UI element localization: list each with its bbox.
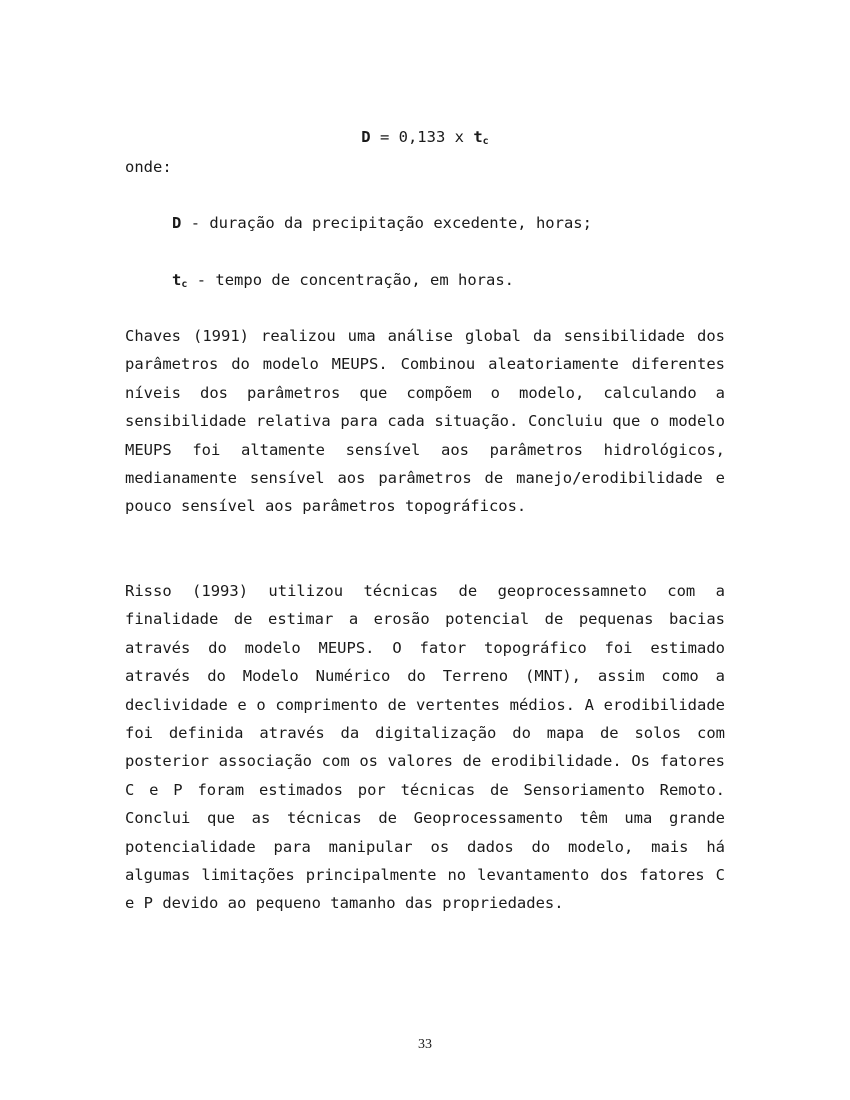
- definition-subscript: c: [181, 279, 188, 290]
- formula: [0, 128, 850, 147]
- definition-text: - duração da precipitação excedente, horas;: [190, 214, 592, 232]
- formula-t-symbol: t: [473, 128, 483, 146]
- formula-rhs: = 0,133 x: [379, 128, 464, 146]
- definition-d: [172, 214, 592, 232]
- page-number: 33: [418, 1037, 432, 1052]
- definition-symbol: t: [172, 271, 182, 289]
- formula-lhs: D: [361, 128, 371, 146]
- paragraph-chaves: Chaves (1991) realizou uma análise global da sensibilidade dos parâmetros do modelo MEUPS. Combinou aleatoriamente diferentes níveis dos parâmetros que compõem o modelo, calculando a sensibilidade relativa para cada situação. Concluiu que o modelo MEUPS foi altamente sensível aos parâmetros hidrológicos, medianamente sensível aos parâmetros de manejo/erodibilidade e pouco sensível aos parâmetros topográficos.: [125, 327, 725, 516]
- definition-tc: [172, 271, 514, 290]
- definition-symbol: D: [172, 214, 182, 232]
- definition-text: - tempo de concentração, em horas.: [196, 271, 514, 289]
- onde-label: onde:: [125, 158, 172, 176]
- formula-t-subscript: c: [482, 136, 489, 147]
- paragraph-risso: Risso (1993) utilizou técnicas de geoprocessamneto com a finalidade de estimar a erosão potencial de pequenas bacias através do modelo MEUPS. O fator topográfico foi estimado através do Modelo Numérico do Terreno (MNT), assim como a declividade e o comprimento de vertentes médios. A erodibilidade foi definida através da digitalização do mapa de solos com posterior associação com os valores de erodibilidade. Os fatores C e P foram estimados por técnicas de Sensoriamento Remoto. Conclui que as técnicas de Geoprocessamento têm uma grande potencialidade para manipular os dados do modelo, mais há algumas limitações principalmente no levantamento dos fatores C e P devido ao pequeno tamanho das propriedades.: [125, 582, 725, 913]
